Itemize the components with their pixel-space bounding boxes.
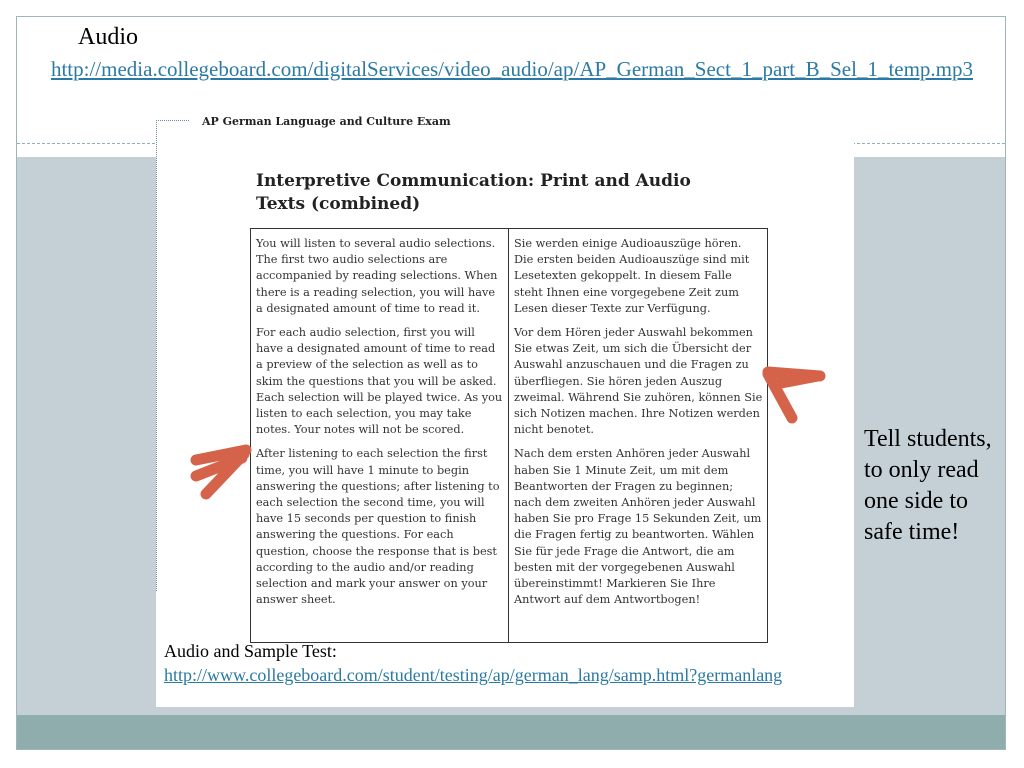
- english-paragraph-3: After listening to each selection the first time, you will have 1 minute to begin answering the questions; after listening to each selection the second time, you will have 15 seconds per question to finish answering the questions. For each question, choose the response that is best according to the audio and/or reading selection and mark your answer on your answer sheet.: [256, 447, 500, 607]
- english-column: [256, 236, 504, 616]
- footer-band: [17, 715, 1005, 749]
- sample-test-link[interactable]: http://www.collegeboard.com/student/testing/ap/german_lang/samp.html?germanlang: [164, 665, 783, 685]
- english-paragraph-2: For each audio selection, first you will have a designated amount of time to read a preview of the selection as well as to skim the questions that you will be asked. Each selection will be played twice. As you listen to each selection, you may take notes. Your notes will not be scored.: [256, 326, 503, 437]
- arrow-right-icon: [186, 440, 260, 502]
- arrow-left-icon: [756, 362, 832, 428]
- document-crop-border: [156, 120, 189, 591]
- sample-test-label: Audio and Sample Test:: [164, 641, 337, 661]
- audio-link[interactable]: http://media.collegeboard.com/digitalServices/video_audio/ap/AP_German_Sect_1_part_B_Sel_1_temp.mp3: [50, 57, 974, 81]
- german-paragraph-1: Sie werden einige Audioauszüge hören. Die ersten beiden Audioauszüge sind mit Lesetexten gekoppelt. In diesem Falle steht Ihnen eine vorgegebene Zeit zum Lesen dieser Texte zur Verfügung.: [514, 237, 750, 315]
- audio-label: Audio: [78, 24, 138, 50]
- english-paragraph-1: You will listen to several audio selections. The first two audio selections are accompanied by reading selections. When there is a reading selection, you will have a designated amount of time to read it.: [256, 237, 498, 315]
- table-column-divider: [508, 228, 509, 643]
- german-paragraph-3: Nach dem ersten Anhören jeder Auswahl haben Sie 1 Minute Zeit, um mit dem Beantworten der Fragen zu beginnen; nach dem zweiten Anhören jeder Auswahl haben Sie pro Frage 15 Sekunden Zeit, um die Fragen fertig zu beantworten. Wählen Sie für jede Frage die Antwort, die am besten mit der vorgegebenen Auswahl übereinstimmt! Markieren Sie Ihre Antwort auf dem Antwortbogen!: [514, 447, 762, 607]
- section-title: Interpretive Communication: Print and Audio Texts (combined): [256, 171, 691, 214]
- german-column: [514, 236, 764, 616]
- german-paragraph-2: Vor dem Hören jeder Auswahl bekommen Sie etwas Zeit, um sich die Übersicht der Auswahl anzuschauen und die Fragen zu überfliegen. Sie hören jeden Auszug zweimal. Während Sie zuhören, können Sie sich Notizen machen. Ihre Notizen werden nicht benotet.: [514, 326, 763, 437]
- teacher-note: Tell students, to only read one side to safe time!: [864, 426, 992, 545]
- exam-header: AP German Language and Culture Exam: [202, 115, 451, 128]
